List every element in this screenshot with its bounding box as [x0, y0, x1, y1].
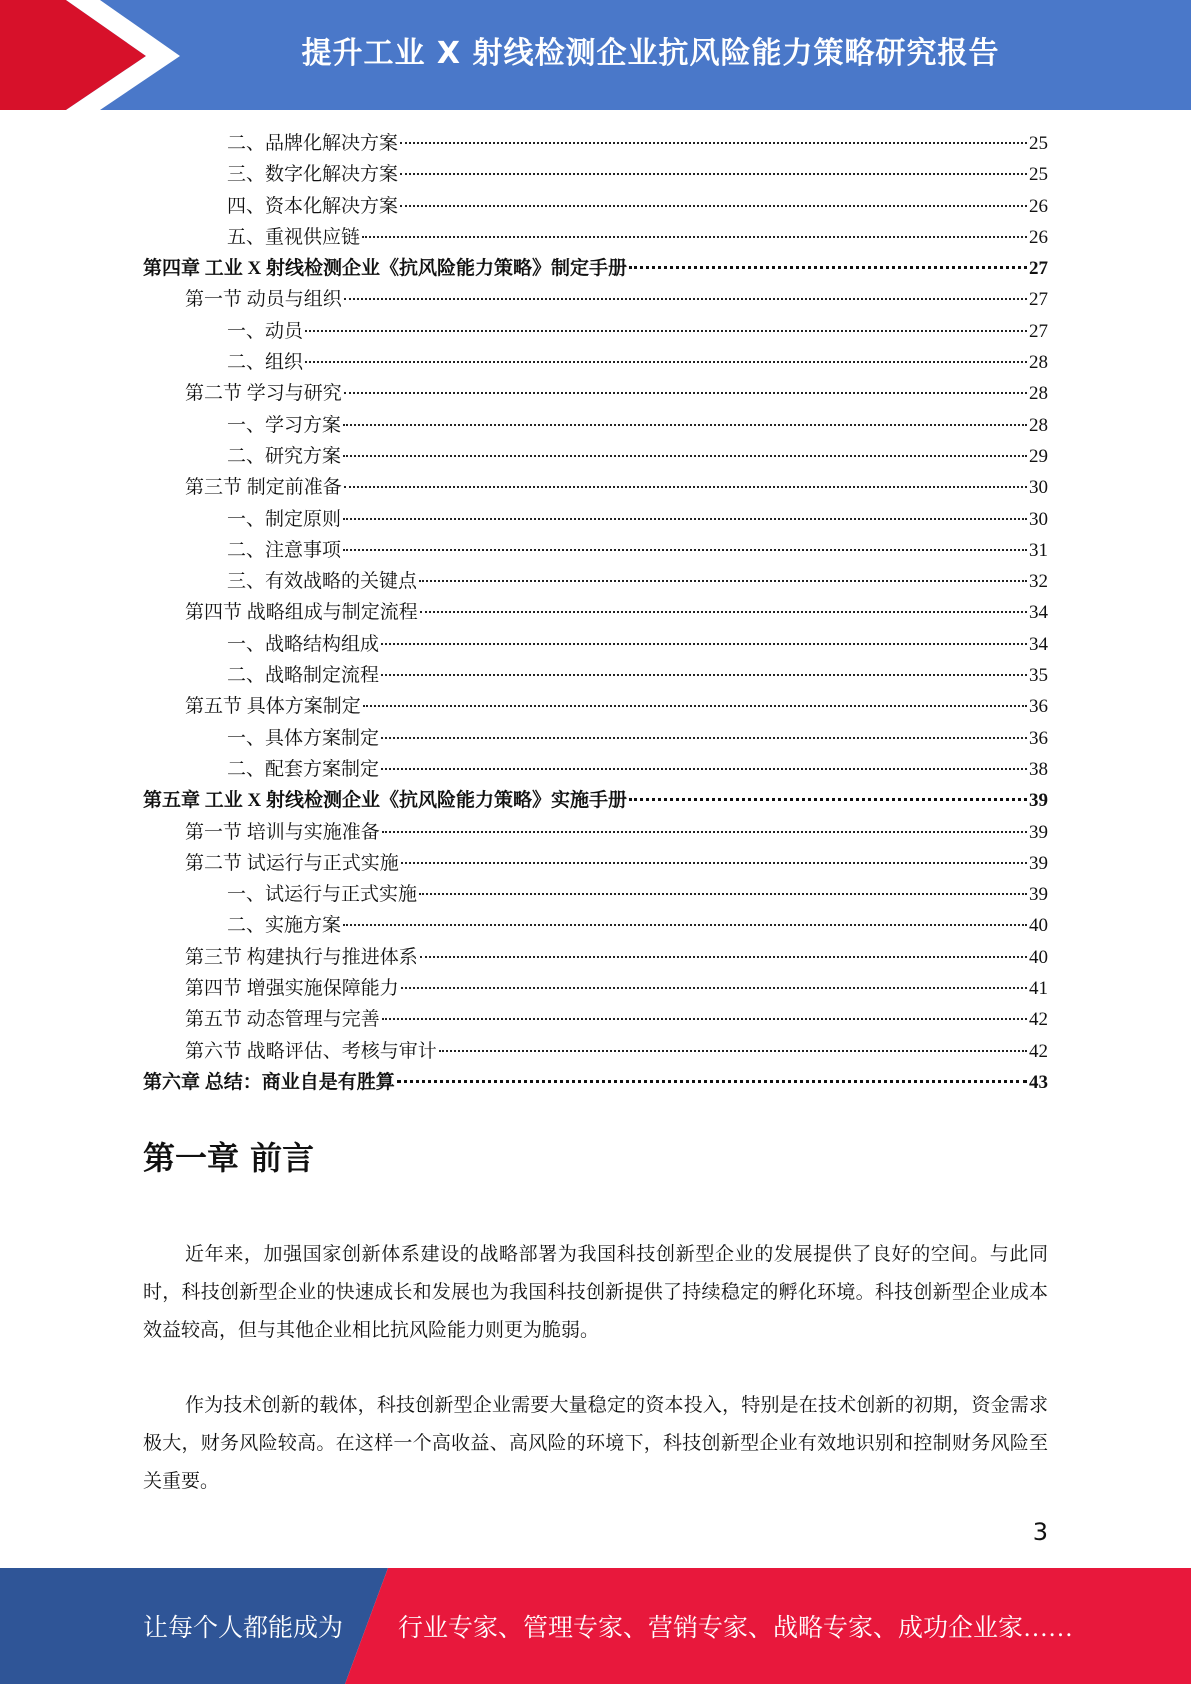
toc-entry-page: 32: [1029, 571, 1048, 593]
toc-entry-label: 第三节 制定前准备: [185, 477, 342, 499]
toc-entry-page: 35: [1029, 665, 1048, 687]
toc-entry-label: 二、注意事项: [227, 539, 342, 561]
footer-slogan-left: 让每个人都能成为: [143, 1615, 344, 1642]
toc-entry-page: 36: [1029, 727, 1048, 749]
toc-entry[interactable]: [143, 942, 1048, 973]
toc-entry-page: 39: [1029, 884, 1048, 906]
toc-entry[interactable]: [143, 660, 1048, 691]
toc-dot-leader: [343, 455, 1027, 457]
toc-entry-page: 41: [1029, 978, 1048, 1000]
toc-dot-leader: [305, 330, 1027, 332]
toc-entry-label: 第二节 试运行与正式实施: [185, 852, 399, 874]
toc-entry[interactable]: [143, 535, 1048, 566]
toc-entry-label: 第六章 总结：商业自是有胜算: [143, 1071, 395, 1093]
toc-entry-page: 25: [1029, 164, 1048, 186]
toc-entry[interactable]: [143, 817, 1048, 848]
toc-entry[interactable]: [143, 879, 1048, 910]
toc-entry-label: 二、战略制定流程: [227, 665, 380, 687]
toc-dot-leader: [362, 236, 1027, 238]
toc-dot-leader: [382, 831, 1027, 833]
toc-entry-page: 38: [1029, 758, 1048, 780]
toc-entry-label: 三、数字化解决方案: [227, 164, 399, 186]
toc-entry-label: 五、重视供应链: [227, 226, 361, 248]
toc-entry[interactable]: [143, 848, 1048, 879]
toc-entry[interactable]: [143, 128, 1048, 159]
toc-entry[interactable]: [143, 284, 1048, 315]
toc-dot-leader: [419, 893, 1027, 895]
toc-entry[interactable]: [143, 472, 1048, 503]
toc-entry[interactable]: [143, 347, 1048, 378]
toc-entry-page: 29: [1029, 445, 1048, 467]
toc-entry-label: 二、品牌化解决方案: [227, 133, 399, 154]
toc-dot-leader: [382, 1018, 1027, 1020]
toc-dot-leader: [401, 987, 1027, 989]
toc-entry-page: 28: [1029, 414, 1048, 436]
toc-entry[interactable]: [143, 316, 1048, 347]
toc-dot-leader: [629, 266, 1027, 269]
toc-entry[interactable]: [143, 754, 1048, 785]
toc-dot-leader: [401, 862, 1027, 864]
toc-entry-page: 25: [1029, 133, 1048, 154]
toc-entry-label: 二、研究方案: [227, 445, 342, 467]
toc-dot-leader: [420, 956, 1027, 958]
toc-entry[interactable]: [143, 441, 1048, 472]
toc-entry-label: 二、配套方案制定: [227, 758, 380, 780]
toc-dot-leader: [629, 798, 1027, 801]
toc-entry-page: 30: [1029, 508, 1048, 530]
toc-dot-leader: [344, 298, 1027, 300]
toc-dot-leader: [343, 518, 1027, 520]
toc-entry[interactable]: [143, 691, 1048, 722]
toc-entry-page: 30: [1029, 477, 1048, 499]
toc-entry-page: 31: [1029, 539, 1048, 561]
toc-dot-leader: [363, 705, 1027, 707]
toc-entry-label: 第六节 战略评估、考核与审计: [185, 1040, 437, 1062]
toc-dot-leader: [400, 173, 1027, 175]
toc-entry-label: 第四章 工业 X 射线检测企业《抗风险能力策略》制定手册: [143, 258, 627, 280]
toc-dot-leader: [420, 611, 1027, 613]
toc-dot-leader: [305, 361, 1027, 363]
toc-entry-page: 43: [1029, 1071, 1048, 1093]
toc-entry-label: 一、战略结构组成: [227, 633, 380, 655]
toc-dot-leader: [381, 737, 1027, 739]
toc-entry[interactable]: [143, 410, 1048, 441]
toc-entry[interactable]: [143, 910, 1048, 941]
toc-entry-label: 一、试运行与正式实施: [227, 884, 418, 906]
toc-dot-leader: [344, 392, 1027, 394]
toc-entry[interactable]: [143, 723, 1048, 754]
toc-entry-label: 第一节 培训与实施准备: [185, 821, 380, 843]
toc-entry-label: 一、动员: [227, 320, 304, 342]
toc-entry-page: 39: [1029, 852, 1048, 874]
toc-entry-label: 四、资本化解决方案: [227, 195, 399, 217]
toc-entry-page: 40: [1029, 915, 1048, 937]
header-bar: [0, 0, 1191, 110]
toc-entry-label: 第二节 学习与研究: [185, 383, 342, 405]
toc-entry-page: 42: [1029, 1009, 1048, 1031]
toc-entry[interactable]: [143, 566, 1048, 597]
toc-dot-leader: [400, 142, 1027, 144]
toc-entry-label: 第四节 战略组成与制定流程: [185, 602, 418, 624]
page-number: 3: [1032, 1518, 1048, 1546]
toc-entry-page: 42: [1029, 1040, 1048, 1062]
paragraph: 作为技术创新的载体，科技创新型企业需要大量稳定的资本投入，特别是在技术创新的初期，资金需求极大，财务风险较高。在这样一个高收益、高风险的环境下，科技创新型企业有效地识别和控制财务风险至关重要。: [143, 1395, 1048, 1492]
toc-entry-page: 28: [1029, 352, 1048, 374]
toc-entry-page: 36: [1029, 696, 1048, 718]
toc-entry-label: 三、有效战略的关键点: [227, 571, 418, 593]
toc-dot-leader: [397, 1080, 1027, 1083]
toc-entry[interactable]: [143, 629, 1048, 660]
footer-banner: [0, 1568, 1191, 1684]
toc-dot-leader: [400, 205, 1027, 207]
report-title: 提升工业 X 射线检测企业抗风险能力策略研究报告: [301, 36, 1000, 71]
toc-entry-page: 39: [1029, 790, 1048, 812]
toc-dot-leader: [343, 424, 1027, 426]
toc-entry-label: 第五节 具体方案制定: [185, 696, 361, 718]
toc-dot-leader: [439, 1050, 1027, 1052]
toc-dot-leader: [419, 580, 1027, 582]
toc-entry-page: 26: [1029, 226, 1048, 248]
toc-entry-label: 二、实施方案: [227, 915, 342, 937]
toc-entry-page: 28: [1029, 383, 1048, 405]
toc-entry-page: 27: [1029, 289, 1048, 311]
toc-entry-page: 27: [1029, 258, 1048, 280]
toc-entry-label: 一、学习方案: [227, 414, 342, 436]
toc-dot-leader: [381, 643, 1027, 645]
toc-entry[interactable]: [143, 1036, 1048, 1067]
toc-entry-page: 27: [1029, 320, 1048, 342]
toc-entry[interactable]: [143, 1004, 1048, 1035]
chapter-title: 第一章 前言: [143, 1139, 315, 1177]
toc-dot-leader: [344, 486, 1027, 488]
paragraph: 近年来，加强国家创新体系建设的战略部署为我国科技创新型企业的发展提供了良好的空间。与此同时，科技创新型企业的快速成长和发展也为我国科技创新提供了持续稳定的孵化环境。科技创新型企业成本效益较高，但与其他企业相比抗风险能力则更为脆弱。: [143, 1244, 1048, 1341]
toc-entry[interactable]: [143, 973, 1048, 1004]
footer-slogan-right: 行业专家、管理专家、营销专家、战略专家、成功企业家……: [398, 1615, 1074, 1642]
toc-entry[interactable]: [143, 253, 1048, 284]
toc-entry-label: 第五章 工业 X 射线检测企业《抗风险能力策略》实施手册: [143, 790, 627, 812]
toc-entry[interactable]: [143, 785, 1048, 816]
toc-entry-page: 34: [1029, 602, 1048, 624]
table-of-contents: [143, 128, 1048, 1098]
toc-dot-leader: [343, 924, 1027, 926]
toc-entry[interactable]: [143, 159, 1048, 190]
toc-entry-label: 第五节 动态管理与完善: [185, 1009, 380, 1031]
toc-dot-leader: [343, 549, 1027, 551]
toc-entry-page: 39: [1029, 821, 1048, 843]
toc-dot-leader: [381, 674, 1027, 676]
toc-entry-page: 40: [1029, 946, 1048, 968]
toc-entry-label: 二、组织: [227, 352, 304, 374]
toc-entry[interactable]: [143, 191, 1048, 222]
toc-entry[interactable]: [143, 597, 1048, 628]
toc-entry-label: 第一节 动员与组织: [185, 289, 342, 311]
toc-entry-label: 一、制定原则: [227, 508, 342, 530]
toc-entry[interactable]: [143, 378, 1048, 409]
toc-entry-label: 一、具体方案制定: [227, 727, 380, 749]
toc-entry[interactable]: [143, 1067, 1048, 1098]
toc-entry[interactable]: [143, 222, 1048, 253]
toc-entry-page: 26: [1029, 195, 1048, 217]
toc-entry-label: 第三节 构建执行与推进体系: [185, 946, 418, 968]
toc-entry-page: 34: [1029, 633, 1048, 655]
toc-entry-label: 第四节 增强实施保障能力: [185, 978, 399, 1000]
toc-entry[interactable]: [143, 504, 1048, 535]
toc-dot-leader: [381, 768, 1027, 770]
